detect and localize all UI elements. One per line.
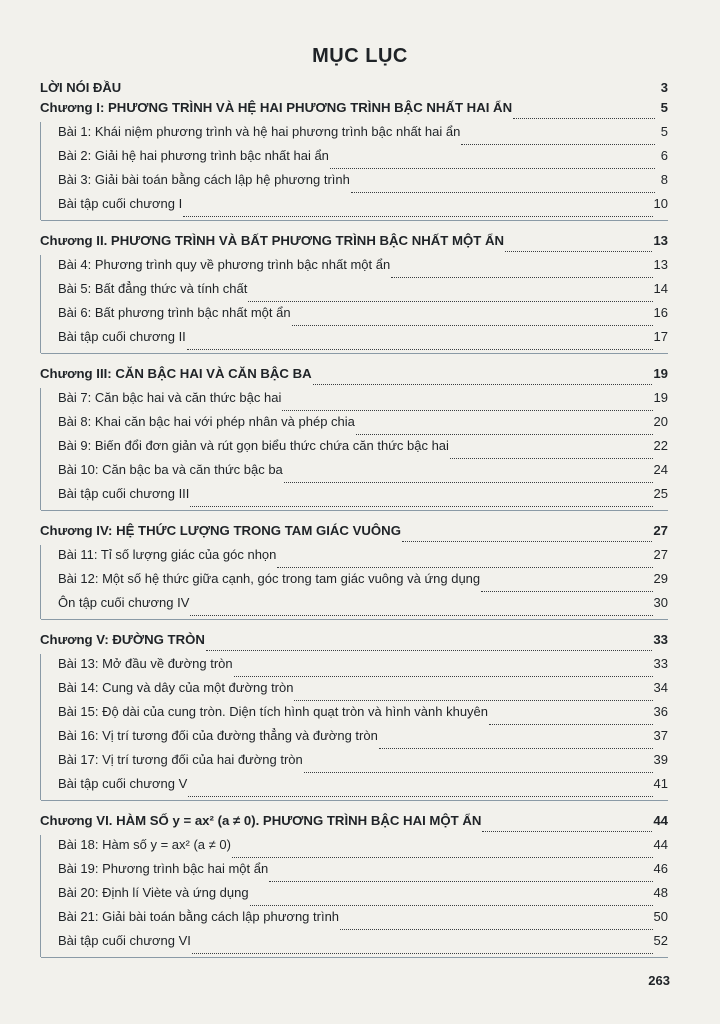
chapter-page: 5 (660, 100, 668, 115)
dot-leader (482, 831, 652, 832)
toc-lesson[interactable] (41, 752, 668, 776)
toc-lesson[interactable] (41, 680, 668, 704)
dot-leader (188, 796, 652, 797)
lesson-page: 41 (653, 776, 668, 791)
chapter-title: Chương I: PHƯƠNG TRÌNH VÀ HỆ HAI PHƯƠNG TRÌNH BẬC NHẤT HAI ẨN (40, 100, 513, 115)
chapter-page: 27 (653, 523, 668, 538)
toc-chapter[interactable] (40, 100, 668, 122)
toc-lesson[interactable] (41, 571, 668, 595)
dot-leader (206, 650, 652, 651)
toc-chapter[interactable] (40, 233, 668, 255)
toc-lesson[interactable] (41, 776, 668, 800)
lesson-title: Bài 5: Bất đẳng thức và tính chất (58, 281, 248, 296)
toc-front-matter[interactable] (40, 80, 668, 100)
chapter-page: 33 (653, 632, 668, 647)
lesson-group (40, 388, 668, 510)
toc-lesson[interactable] (41, 255, 668, 281)
lesson-page: 8 (660, 172, 668, 187)
lesson-title: Bài 4: Phương trình quy về phương trình bậc nhất một ẩn (58, 257, 391, 272)
lesson-title: Bài tập cuối chương II (58, 329, 186, 344)
lesson-title: Bài 7: Căn bậc hai và căn thức bậc hai (58, 390, 282, 405)
lesson-page: 16 (653, 305, 668, 320)
dot-leader (232, 857, 653, 858)
lesson-page: 17 (653, 329, 668, 344)
toc-lesson[interactable] (41, 728, 668, 752)
lesson-page: 5 (660, 124, 668, 139)
dot-leader (450, 458, 653, 459)
toc-lesson[interactable] (41, 388, 668, 414)
page-title: MỤC LỤC (312, 45, 408, 67)
page-number: 263 (648, 973, 670, 988)
lesson-page: 36 (653, 704, 668, 719)
chapter-title: Chương II. PHƯƠNG TRÌNH VÀ BẤT PHƯƠNG TRÌNH BẬC NHẤT MỘT ẨN (40, 233, 505, 248)
lesson-page: 46 (653, 861, 668, 876)
lesson-title: Bài 14: Cung và dây của một đường tròn (58, 680, 294, 695)
toc-lesson[interactable] (41, 595, 668, 619)
lesson-title: Bài tập cuối chương V (58, 776, 188, 791)
lesson-title: Ôn tập cuối chương IV (58, 595, 190, 610)
lesson-page: 24 (653, 462, 668, 477)
front-matter-page: 3 (660, 80, 668, 95)
lesson-page: 19 (653, 390, 668, 405)
lesson-page: 22 (653, 438, 668, 453)
lesson-page: 52 (653, 933, 668, 948)
lesson-title: Bài 16: Vị trí tương đối của đường thẳng và đường tròn (58, 728, 378, 743)
toc-lesson[interactable] (41, 305, 668, 329)
lesson-group (40, 835, 668, 957)
chapter-page: 44 (653, 813, 668, 828)
lesson-title: Bài 18: Hàm số y = ax² (a ≠ 0) (58, 837, 231, 852)
toc-chapter[interactable] (40, 813, 668, 835)
dot-leader (391, 277, 652, 278)
chapter-title: Chương IV: HỆ THỨC LƯỢNG TRONG TAM GIÁC VUÔNG (40, 523, 401, 538)
lesson-title: Bài 8: Khai căn bậc hai với phép nhân và phép chia (58, 414, 355, 429)
dot-leader (330, 168, 655, 169)
toc-lesson[interactable] (41, 148, 668, 172)
dot-leader (282, 410, 652, 411)
dot-leader (248, 301, 652, 302)
dot-leader (292, 325, 653, 326)
lesson-group (40, 545, 668, 619)
lesson-page: 34 (653, 680, 668, 695)
toc-lesson[interactable] (41, 281, 668, 305)
dot-leader (505, 251, 652, 252)
lesson-page: 14 (653, 281, 668, 296)
toc-lesson[interactable] (41, 329, 668, 353)
chapter-title: Chương III: CĂN BẬC HAI VÀ CĂN BẬC BA (40, 366, 312, 381)
dot-leader (402, 541, 652, 542)
dot-leader (294, 700, 652, 701)
lesson-page: 33 (653, 656, 668, 671)
lesson-title: Bài 17: Vị trí tương đối của hai đường tròn (58, 752, 303, 767)
lesson-page: 44 (653, 837, 668, 852)
dot-leader (190, 615, 652, 616)
lesson-page: 39 (653, 752, 668, 767)
front-matter-label: LỜI NÓI ĐẦU (40, 80, 122, 95)
toc-lesson[interactable] (41, 704, 668, 728)
toc-lesson[interactable] (41, 122, 668, 148)
lesson-title: Bài 3: Giải bài toán bằng cách lập hệ phương trình (58, 172, 350, 187)
toc-lesson[interactable] (41, 462, 668, 486)
dot-leader (250, 905, 653, 906)
dot-leader (183, 216, 652, 217)
lesson-group (40, 654, 668, 800)
chapter-title: Chương VI. HÀM SỐ y = ax² (a ≠ 0). PHƯƠNG TRÌNH BẬC HAI MỘT ẨN (40, 813, 482, 828)
lesson-page: 50 (653, 909, 668, 924)
lesson-title: Bài 6: Bất phương trình bậc nhất một ẩn (58, 305, 291, 320)
lesson-page: 10 (653, 196, 668, 211)
dot-leader (284, 482, 653, 483)
lesson-title: Bài 12: Một số hệ thức giữa cạnh, góc trong tam giác vuông và ứng dụng (58, 571, 481, 586)
lesson-page: 20 (653, 414, 668, 429)
lesson-title: Bài 15: Độ dài của cung tròn. Diện tích hình quạt tròn và hình vành khuyên (58, 704, 489, 719)
toc-lesson[interactable] (41, 196, 668, 220)
lesson-page: 29 (653, 571, 668, 586)
toc-lesson[interactable] (41, 545, 668, 571)
lesson-title: Bài 10: Căn bậc ba và căn thức bậc ba (58, 462, 283, 477)
dot-leader (351, 192, 655, 193)
table-of-contents (40, 80, 668, 957)
dot-leader (356, 434, 653, 435)
toc-lesson[interactable] (41, 654, 668, 680)
lesson-title: Bài 20: Định lí Viète và ứng dụng (58, 885, 249, 900)
dot-leader (277, 567, 652, 568)
toc-lesson[interactable] (41, 438, 668, 462)
lesson-title: Bài 9: Biến đổi đơn giản và rút gọn biểu thức chứa căn thức bậc hai (58, 438, 449, 453)
dot-leader (513, 118, 655, 119)
toc-lesson[interactable] (41, 909, 668, 933)
toc-lesson[interactable] (41, 933, 668, 957)
toc-lesson[interactable] (41, 414, 668, 438)
toc-lesson[interactable] (41, 486, 668, 510)
lesson-page: 25 (653, 486, 668, 501)
lesson-title: Bài 2: Giải hệ hai phương trình bậc nhất hai ẩn (58, 148, 329, 163)
toc-lesson[interactable] (41, 885, 668, 909)
dot-leader (340, 929, 653, 930)
dot-leader (461, 144, 655, 145)
lesson-page: 27 (653, 547, 668, 562)
chapter-page: 19 (653, 366, 668, 381)
toc-lesson[interactable] (41, 172, 668, 196)
lesson-title: Bài 11: Tỉ số lượng giác của góc nhọn (58, 547, 277, 562)
chapter-list (40, 100, 668, 957)
dot-leader (187, 349, 653, 350)
lesson-group (40, 122, 668, 220)
dot-leader (192, 953, 653, 954)
lesson-title: Bài tập cuối chương III (58, 486, 190, 501)
toc-lesson[interactable] (41, 861, 668, 885)
dot-leader (481, 591, 652, 592)
toc-chapter[interactable] (40, 523, 668, 545)
dot-leader (190, 506, 652, 507)
dot-leader (234, 676, 653, 677)
lesson-page: 37 (653, 728, 668, 743)
lesson-page: 48 (653, 885, 668, 900)
lesson-title: Bài tập cuối chương I (58, 196, 183, 211)
lesson-title: Bài 13: Mở đầu về đường tròn (58, 656, 233, 671)
lesson-group (40, 255, 668, 353)
chapter-title: Chương V: ĐƯỜNG TRÒN (40, 632, 205, 647)
toc-chapter[interactable] (40, 366, 668, 388)
chapter-page: 13 (653, 233, 668, 248)
lesson-title: Bài tập cuối chương VI (58, 933, 191, 948)
lesson-title: Bài 21: Giải bài toán bằng cách lập phương trình (58, 909, 340, 924)
dot-leader (269, 881, 652, 882)
dot-leader (313, 384, 653, 385)
toc-chapter[interactable] (40, 632, 668, 654)
lesson-page: 6 (660, 148, 668, 163)
dot-leader (304, 772, 653, 773)
toc-lesson[interactable] (41, 835, 668, 861)
dot-leader (489, 724, 653, 725)
lesson-title: Bài 19: Phương trình bậc hai một ẩn (58, 861, 269, 876)
dot-leader (379, 748, 653, 749)
lesson-page: 13 (653, 257, 668, 272)
lesson-title: Bài 1: Khái niệm phương trình và hệ hai phương trình bậc nhất hai ẩn (58, 124, 461, 139)
lesson-page: 30 (653, 595, 668, 610)
